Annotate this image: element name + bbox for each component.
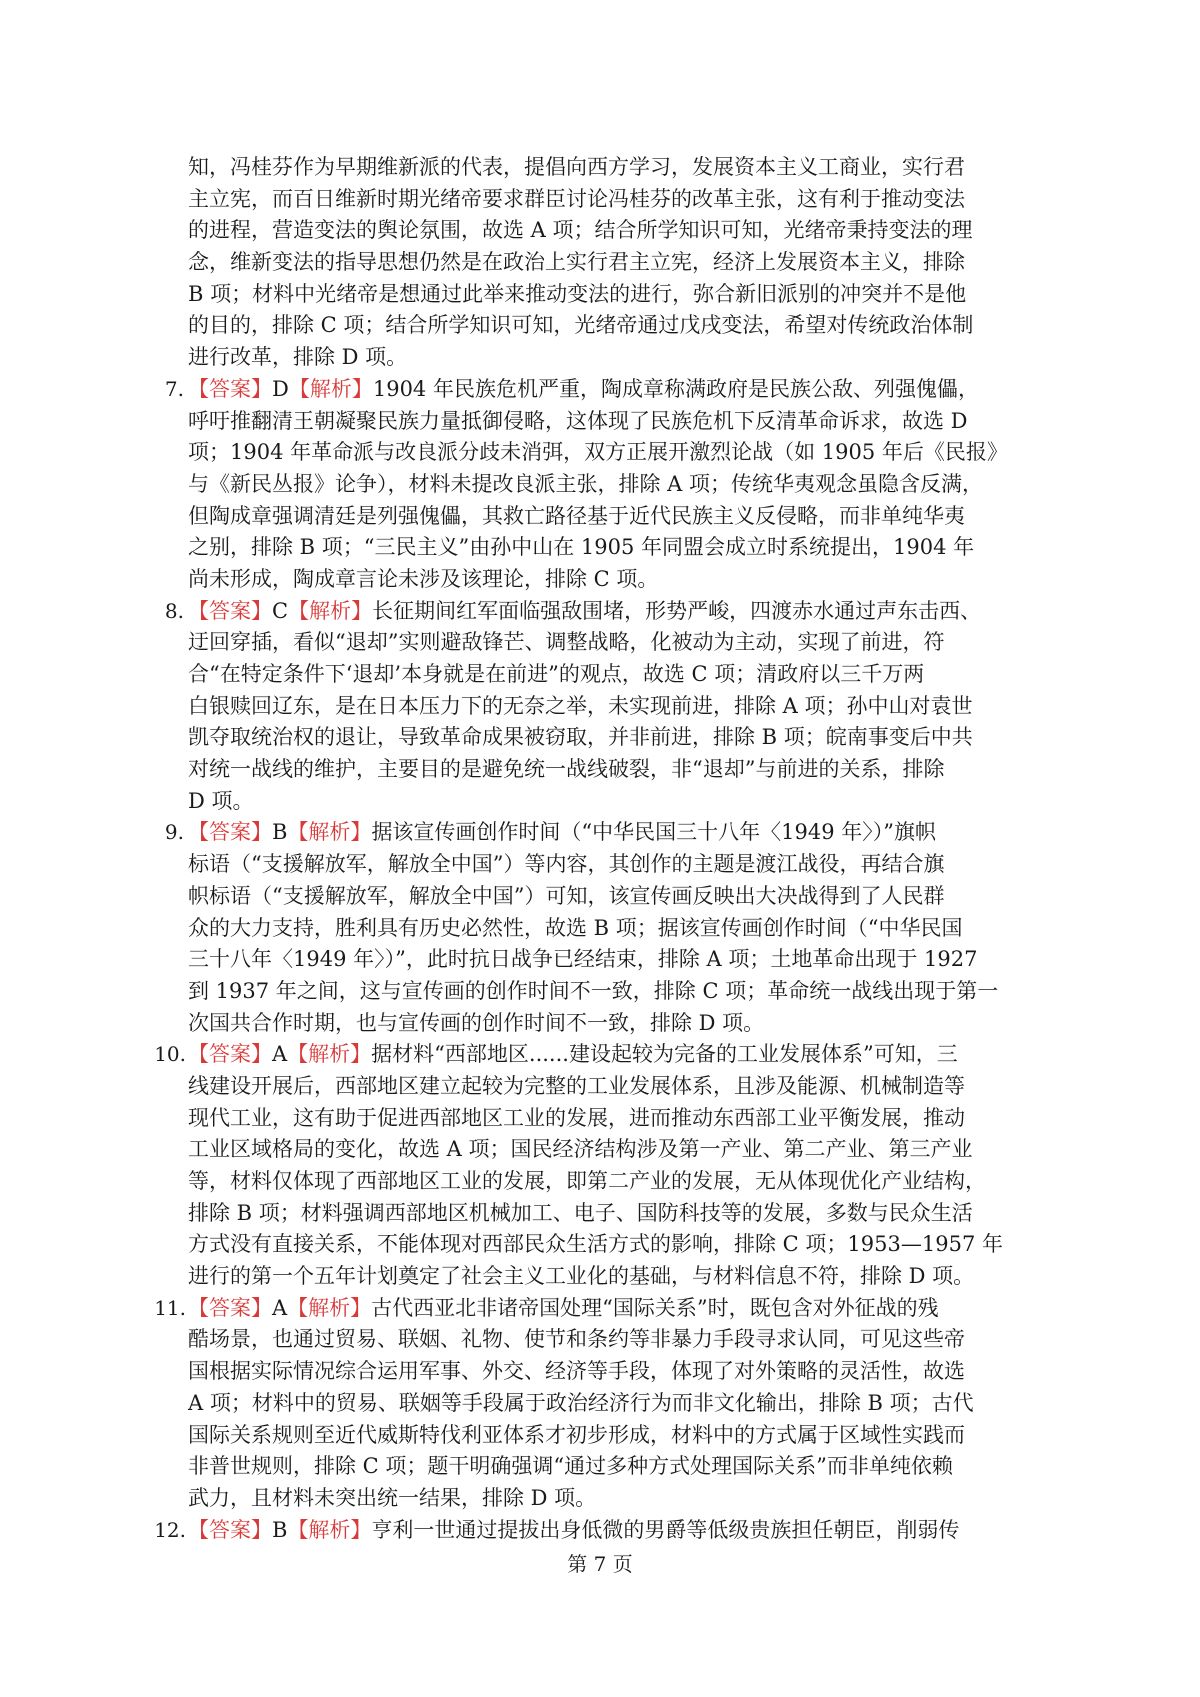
- text-line: 知，冯桂芬作为早期维新派的代表，提倡向西方学习，发展资本主义工商业，实行君: [188, 155, 965, 179]
- analysis-text: 亨利一世通过提拔出身低微的男爵等低级贵族担任朝臣，削弱传: [371, 1517, 960, 1542]
- text-line: 到 1937 年之间，这与宣传画的创作时间不一致，排除 C 项；革命统一战线出现于第一: [188, 978, 999, 1003]
- page-number: 第 7 页: [567, 1552, 633, 1576]
- text-line: 之别，排除 B 项；“三民主义”由孙中山在 1905 年同盟会成立时系统提出，1904 年: [188, 535, 975, 560]
- analysis-tag: 【解析】: [287, 820, 372, 845]
- text-line: 工业区域格局的变化，故选 A 项；国民经济结构涉及第一产业、第二产业、第三产业: [188, 1137, 973, 1162]
- answer-tag: 【答案】: [188, 376, 272, 401]
- answer-tag: 【答案】: [188, 820, 272, 845]
- text-line: 现代工业，这有助于促进西部地区工业的发展，进而推动东西部工业平衡发展，推动: [188, 1105, 965, 1130]
- answer-item-9: [164, 817, 1028, 1039]
- text-line: 线建设开展后，西部地区建立起较为完整的工业发展体系，且涉及能源、机械制造等: [188, 1073, 965, 1098]
- analysis-text: 据该宣传画创作时间（“中华民国三十八年〈1949 年〉）”旗帜: [371, 820, 937, 845]
- item-number: 10.: [154, 1042, 186, 1067]
- text-line: 进行改革，排除 D 项。: [188, 345, 408, 370]
- answer-item-12: [154, 1515, 1028, 1547]
- answer-tag: 【答案】: [188, 1517, 272, 1542]
- item-number: 7.: [164, 376, 184, 401]
- answer-letter: B: [272, 1517, 288, 1542]
- text-line: 非普世规则，排除 C 项；题干明确强调“通过多种方式处理国际关系”而非单纯依赖: [188, 1454, 953, 1479]
- answer-letter: D: [272, 376, 289, 401]
- text-line: 尚未形成，陶成章言论未涉及该理论，排除 C 项。: [188, 566, 659, 591]
- text-line: 项；1904 年革命派与改良派分歧未消弭，双方正展开激烈论战（如 1905 年后《民报》: [188, 440, 1008, 465]
- text-line: 三十八年〈1949 年〉）”，此时抗日战争已经结束，排除 A 项；土地革命出现于 1927: [188, 947, 978, 972]
- answer-letter: B: [272, 820, 288, 845]
- text-line: 进行的第一个五年计划奠定了社会主义工业化的基础，与材料信息不符，排除 D 项。: [188, 1264, 975, 1289]
- item-number: 9.: [164, 820, 184, 845]
- text-line: 众的大力支持，胜利具有历史必然性，故选 B 项；据该宣传画创作时间（“中华民国: [188, 915, 963, 940]
- text-line: 对统一战线的维护，主要目的是避免统一战线破裂，非“退却”与前进的关系，排除: [188, 757, 945, 782]
- analysis-tag: 【解析】: [288, 376, 373, 401]
- text-line: B 项；材料中光绪帝是想通过此举来推动变法的进行，弥合新旧派别的冲突并不是他: [188, 281, 967, 306]
- item-number: 11.: [154, 1295, 186, 1320]
- text-line: 的进程，营造变法的舆论氛围，故选 A 项；结合所学知识可知，光绪帝秉持变法的理: [188, 218, 973, 243]
- text-line: 标语（“支援解放军，解放全中国”）等内容，其创作的主题是渡江战役，再结合旗: [188, 852, 945, 877]
- item-first-line: [188, 596, 1028, 628]
- answer-item-10: [154, 1039, 1028, 1293]
- text-line: 的目的，排除 C 项；结合所学知识可知，光绪帝通过戊戌变法，希望对传统政治体制: [188, 313, 974, 338]
- text-line: 呼吁推翻清王朝凝聚民族力量抵御侵略，这体现了民族危机下反清革命诉求，故选 D: [188, 408, 968, 433]
- text-line: 迂回穿插，看似“退却”实则避敌锋芒、调整战略，化被动为主动，实现了前进，符: [188, 630, 945, 655]
- analysis-tag: 【解析】: [287, 1042, 372, 1067]
- text-line: 武力，且材料未突出统一结果，排除 D 项。: [188, 1485, 597, 1510]
- item-number: 8.: [164, 598, 184, 623]
- text-line: 国根据实际情况综合运用军事、外交、经济等手段，体现了对外策略的灵活性，故选: [188, 1359, 965, 1384]
- analysis-text: 古代西亚北非诸帝国处理“国际关系”时，既包含对外征战的残: [371, 1295, 939, 1320]
- analysis-tag: 【解析】: [287, 1517, 372, 1542]
- text-line: 次国共合作时期，也与宣传画的创作时间不一致，排除 D 项。: [188, 1010, 765, 1035]
- answer-item-8: [164, 596, 1028, 818]
- answer-tag: 【答案】: [188, 598, 272, 623]
- text-line: 酷场景，也通过贸易、联姻、礼物、使节和条约等非暴力手段寻求认同，可见这些帝: [188, 1327, 965, 1352]
- text-line: 等，材料仅体现了西部地区工业的发展，即第二产业的发展，无从体现优化产业结构，: [188, 1169, 986, 1193]
- answer-letter: A: [272, 1295, 288, 1320]
- answer-letter: A: [272, 1042, 288, 1067]
- answer-tag: 【答案】: [188, 1042, 272, 1067]
- answer-analysis-content: [154, 152, 1028, 1546]
- item-number: 12.: [154, 1517, 186, 1542]
- item-first-line: [188, 817, 1028, 849]
- text-line: 国际关系规则至近代威斯特伐利亚体系才初步形成，材料中的方式属于区域性实践而: [188, 1422, 965, 1447]
- answer-tag: 【答案】: [188, 1295, 272, 1320]
- analysis-text: 长征期间红军面临强敌围堵，形势严峻，四渡赤水通过声东击西、: [372, 598, 982, 623]
- text-line: 凯夺取统治权的退让，导致革命成果被窃取，并非前进，排除 B 项；皖南事变后中共: [188, 725, 973, 750]
- item-first-line: [188, 1515, 1028, 1547]
- answer-letter: C: [272, 598, 289, 623]
- text-line: 排除 B 项；材料强调西部地区机械加工、电子、国防科技等的发展，多数与民众生活: [188, 1200, 973, 1225]
- text-line: 方式没有直接关系，不能体现对西部民众生活方式的影响，排除 C 项；1953—1957 年: [188, 1232, 1003, 1257]
- text-line: 但陶成章强调清廷是列强傀儡，其救亡路径基于近代民族主义反侵略，而非单纯华夷: [188, 503, 965, 528]
- analysis-tag: 【解析】: [287, 1295, 372, 1320]
- text-line: 与《新民丛报》论争），材料未提改良派主张，排除 A 项；传统华夷观念虽隐含反满，: [188, 471, 984, 496]
- text-line: D 项。: [188, 788, 254, 813]
- text-line: A 项；材料中的贸易、联姻等手段属于政治经济行为而非文化输出，排除 B 项；古代: [188, 1390, 974, 1415]
- analysis-text: 据材料“西部地区......建设起较为完备的工业发展体系”可知，三: [371, 1042, 958, 1067]
- item-first-line: [188, 1293, 1028, 1325]
- item-first-line: [188, 374, 1028, 406]
- text-line: 主立宪，而百日维新时期光绪帝要求群臣讨论冯桂芬的改革主张，这有利于推动变法: [188, 186, 965, 211]
- answer-item-7: [164, 374, 1028, 596]
- analysis-text: 1904 年民族危机严重，陶成章称满政府是民族公敌、列强傀儡，: [372, 376, 979, 401]
- text-line: 合“在特定条件下‘退却’本身就是在前进”的观点，故选 C 项；清政府以三千万两: [188, 662, 925, 686]
- text-line: 帜标语（“支援解放军，解放全中国”）可知，该宣传画反映出大决战得到了人民群: [188, 883, 945, 908]
- item-first-line: [188, 1039, 1028, 1071]
- answer-item-11: [154, 1293, 1028, 1515]
- text-line: 念，维新变法的指导思想仍然是在政治上实行君主立宪，经济上发展资本主义，排除: [188, 250, 965, 275]
- carryover-paragraph: [188, 152, 1028, 374]
- analysis-tag: 【解析】: [288, 598, 373, 623]
- text-line: 白银赎回辽东，是在日本压力下的无奈之举，未实现前进，排除 A 项；孙中山对袁世: [188, 693, 973, 718]
